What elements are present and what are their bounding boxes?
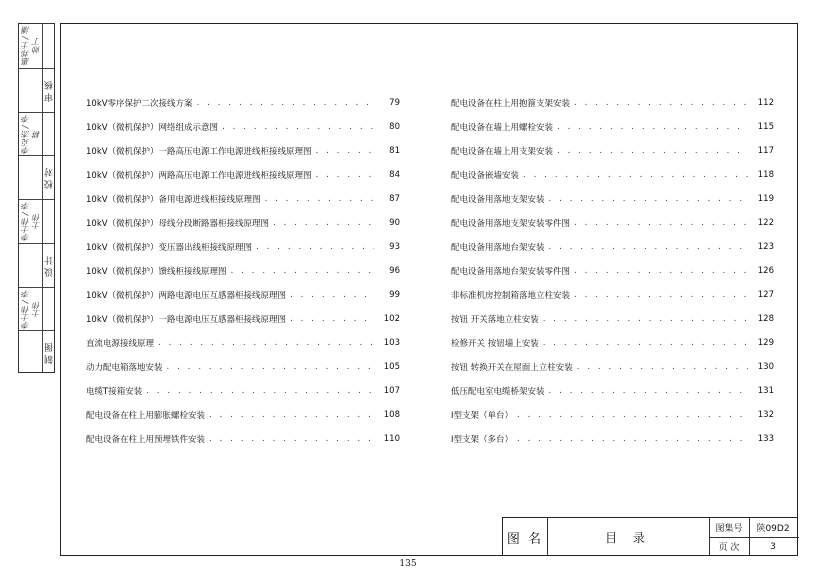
toc-entry-title: 按钮 开关落地立柱安装	[451, 315, 539, 325]
toc-leader-dots	[209, 410, 374, 420]
toc-leader-dots	[222, 122, 374, 132]
toc-entry-page: 96	[389, 266, 400, 276]
toc-entry-title: 10kV（微机保护）备用电源进线柜接线原理图	[86, 195, 261, 205]
toc-entry-title: 配电设备在柱上用膨胀螺栓安装	[86, 411, 206, 421]
toc-entry-page: 122	[757, 218, 774, 228]
toc-entry	[451, 407, 774, 423]
title-block-name-value: 目 录	[605, 530, 651, 545]
toc-entry	[451, 359, 774, 375]
title-block-atlas-label: 图集号	[715, 524, 743, 534]
toc-entry-title: 非标准机房控制箱落地立柱安装	[451, 291, 571, 301]
toc-leader-dots	[316, 146, 374, 156]
toc-entry	[451, 263, 774, 279]
toc-entry-title: 动力配电箱落地安装	[86, 363, 163, 373]
toc-entry-title: 10kV零序保护二次接线方案	[86, 99, 193, 109]
toc-entry-title: 10kV（微机保护）变压器出线柜接线原理图	[86, 243, 253, 253]
toc-entry	[451, 143, 774, 159]
toc-entry-title: 10kV（微机保护）馈线柜接线原理图	[86, 267, 227, 277]
toc-entry-title: 配电设备在墙上用螺栓安装	[451, 123, 554, 133]
toc-leader-dots	[517, 410, 748, 420]
sidebar-signature	[20, 244, 42, 288]
toc-leader-dots	[574, 266, 748, 276]
toc-entry	[86, 191, 400, 207]
toc-entry	[86, 431, 400, 447]
toc-leader-dots	[543, 314, 748, 324]
toc-entry	[86, 383, 400, 399]
toc-entry-title: 配电设备用落地台架安装	[451, 243, 545, 253]
sidebar-cell	[19, 155, 54, 199]
toc-entry	[86, 263, 400, 279]
toc-entry-title: 配电设备在墙上用支架安装	[451, 147, 554, 157]
toc-entry	[86, 407, 400, 423]
toc-entry	[86, 239, 400, 255]
toc-leader-dots	[523, 170, 748, 180]
toc-entry-title: 配电设备用落地支架安装	[451, 195, 545, 205]
toc-leader-dots	[290, 314, 374, 324]
title-block-page-label: 页 次	[718, 543, 740, 553]
toc-entry	[451, 191, 774, 207]
toc-leader-dots	[273, 218, 374, 228]
toc-entry-title: 低压配电室电缆桥架安装	[451, 387, 545, 397]
toc-entry-page: 131	[757, 386, 774, 396]
toc-entry-page: 119	[757, 194, 774, 204]
toc-entry-title: 10kV（微机保护）一路高压电源工作电源进线柜接线原理图	[86, 147, 312, 157]
toc-leader-dots	[290, 290, 374, 300]
toc-entry	[451, 239, 774, 255]
toc-entry-page: 108	[383, 410, 400, 420]
toc-leader-dots	[316, 170, 374, 180]
toc-entry-page: 103	[383, 338, 400, 348]
toc-leader-dots	[256, 242, 374, 252]
sidebar-cell	[19, 330, 54, 374]
toc-entry-title: 配电设备嵌墙安装	[451, 171, 520, 181]
title-block-name-label: 图 名	[506, 531, 544, 547]
toc-entry-page: 112	[757, 98, 774, 108]
sidebar-signature: 李士伟 / 李士伟	[21, 289, 41, 330]
toc-entry-title: 配电设备用落地台架安装零件图	[451, 267, 571, 277]
toc-entry	[86, 335, 400, 351]
toc-entry-page: 87	[389, 194, 400, 204]
toc-leader-dots	[146, 386, 374, 396]
toc-entry-title: 配电设备在柱上用预埋铁件安装	[86, 435, 206, 445]
toc-leader-dots	[543, 338, 748, 348]
toc-leader-dots	[574, 290, 748, 300]
toc-entry	[451, 215, 774, 231]
title-block-atlas-value: 陕09D2	[756, 524, 790, 534]
sidebar-signature: 李士伟 / 李士伟	[21, 201, 41, 242]
toc-leader-dots	[517, 434, 748, 444]
toc-entry	[86, 143, 400, 159]
toc-leader-dots	[167, 362, 374, 372]
toc-leader-dots	[574, 218, 748, 228]
toc-entry-title: 10kV（微机保护）两路高压电源工作电源进线柜接线原理图	[86, 171, 312, 181]
toc-entry-page: 84	[389, 170, 400, 180]
toc-entry	[451, 383, 774, 399]
toc-entry-page: 80	[389, 122, 400, 132]
toc-entry-page: 90	[389, 218, 400, 228]
sidebar-cell	[19, 199, 54, 243]
toc-entry	[451, 311, 774, 327]
toc-leader-dots	[549, 386, 748, 396]
toc-entry	[451, 95, 774, 111]
sidebar-cell	[19, 112, 54, 156]
toc-leader-dots	[158, 338, 374, 348]
toc-entry-page: 115	[757, 122, 774, 132]
toc-entry	[86, 287, 400, 303]
toc-entry-page: 99	[389, 290, 400, 300]
toc-entry-title: I型支架（多台）	[451, 435, 514, 445]
toc-entry-title: 直流电源接线原理	[86, 339, 155, 349]
toc-leader-dots	[549, 242, 748, 252]
toc-leader-dots	[209, 434, 374, 444]
page-number: 135	[399, 559, 417, 569]
sidebar-signature	[20, 69, 42, 113]
toc-entry-title: 10kV（微机保护）网络组成示意图	[86, 123, 219, 133]
toc-leader-dots	[265, 194, 374, 204]
toc-entry-page: 133	[757, 434, 774, 444]
toc-entry	[451, 431, 774, 447]
toc-entry-title: 检修开关 按钮墙上安装	[451, 339, 539, 349]
toc-entry	[86, 215, 400, 231]
toc-entry	[86, 311, 400, 327]
toc-entry-page: 130	[757, 362, 774, 372]
toc-entry	[86, 167, 400, 183]
sidebar-cell	[19, 287, 54, 331]
toc-leader-dots	[574, 98, 748, 108]
toc-entry-page: 102	[383, 314, 400, 324]
toc-entry-page: 93	[389, 242, 400, 252]
toc-entry-title: 配电设备用落地支架安装零件图	[451, 219, 571, 229]
sidebar-role-label	[43, 113, 55, 157]
sidebar-signature	[20, 331, 42, 375]
toc-entry-title: I型支架（单台）	[451, 411, 514, 421]
sidebar-role-label: 设 计	[45, 255, 55, 277]
toc-leader-dots	[549, 194, 748, 204]
sidebar-signature: 惠邦士 / 潘帅丁	[21, 25, 41, 66]
toc-entry-page: 129	[757, 338, 774, 348]
toc-entry-title: 按钮 转换开关在屋面上立柱安装	[451, 363, 573, 373]
toc-entry-page: 107	[383, 386, 400, 396]
toc-entry-title: 10kV（微机保护）一路电源电压互感器柜接线原理图	[86, 315, 287, 325]
sidebar-role-label: 审 核	[45, 80, 55, 102]
toc-leader-dots	[557, 146, 748, 156]
toc-entry-title: 10kV（微机保护）母线分段断路器柜接线原理图	[86, 219, 270, 229]
toc-entry-page: 123	[757, 242, 774, 252]
toc-entry	[86, 359, 400, 375]
toc-entry-page: 110	[383, 434, 400, 444]
toc-entry-title: 配电设备在柱上用抱箍支架安装	[451, 99, 571, 109]
toc-leader-dots	[557, 122, 748, 132]
sidebar-signature: 李克杰 / 李耕	[21, 114, 41, 155]
toc-entry-page: 128	[757, 314, 774, 324]
toc-entry-page: 117	[757, 146, 774, 156]
toc-entry	[86, 119, 400, 135]
toc-entry	[451, 335, 774, 351]
toc-leader-dots	[231, 266, 374, 276]
toc-leader-dots	[197, 98, 374, 108]
sidebar-role-label: 校 对	[45, 167, 55, 189]
toc-entry-title: 10kV（微机保护）两路电源电压互感器柜接线原理图	[86, 291, 287, 301]
sidebar-role-label	[43, 200, 55, 244]
toc-entry-page: 132	[757, 410, 774, 420]
toc-entry	[451, 119, 774, 135]
toc-entry	[451, 167, 774, 183]
sidebar-role-label	[43, 24, 55, 68]
sidebar-cell	[19, 68, 54, 112]
title-block-page-value: 3	[770, 541, 776, 552]
toc-entry-page: 127	[757, 290, 774, 300]
sidebar-cell	[19, 24, 54, 68]
title-block	[502, 517, 798, 556]
toc-entry-page: 118	[757, 170, 774, 180]
approval-strip	[18, 23, 55, 373]
sidebar-role-label	[43, 288, 55, 332]
toc-entry	[451, 287, 774, 303]
toc-entry	[86, 95, 400, 111]
sidebar-signature	[20, 156, 42, 200]
sidebar-cell	[19, 243, 54, 287]
toc-entry-title: 电缆T接箱安装	[86, 387, 143, 397]
toc-entry-page: 105	[383, 362, 400, 372]
toc-entry-page: 81	[389, 146, 400, 156]
toc-leader-dots	[577, 362, 748, 372]
toc-entry-page: 126	[757, 266, 774, 276]
sidebar-role-label: 制 图	[45, 342, 55, 364]
toc-entry-page: 79	[389, 98, 400, 108]
